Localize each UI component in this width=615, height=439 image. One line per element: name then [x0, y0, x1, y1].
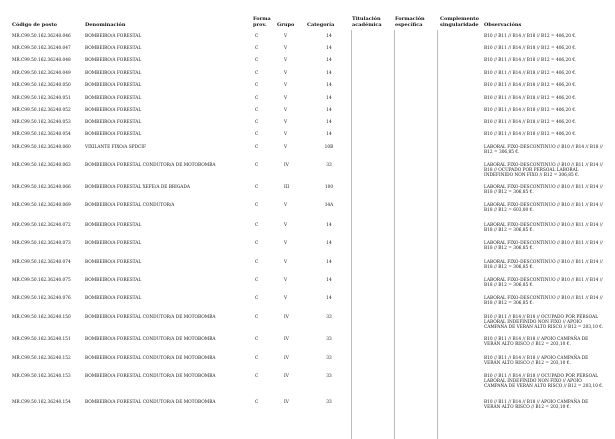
- header-denominacion: Denominación: [85, 22, 126, 28]
- cell-categoria: 33: [326, 337, 332, 342]
- header-observaciones: Observacións: [484, 22, 522, 28]
- cell-denominacion: BOMBEIRO/A FORESTAL: [85, 223, 142, 228]
- cell-denominacion: BOMBEIRO/A FORESTAL XEFE/A DE BRIGADA: [85, 185, 190, 190]
- cell-denominacion: BOMBEIRO/A FORESTAL CONDUTOR/A DE MOTOBOMBA: [85, 163, 216, 168]
- cell-codigo: MR.C99.50.162.36240.047: [12, 46, 71, 51]
- cell-categoria: 14: [326, 223, 332, 228]
- cell-denominacion: BOMBEIRO/A FORESTAL: [85, 241, 142, 246]
- cell-categoria: 14: [326, 34, 332, 39]
- cell-forma-prov: C: [255, 34, 259, 39]
- cell-denominacion: BOMBEIRO/A FORESTAL: [85, 83, 142, 88]
- cell-observaciones: B10 // B11 // B14 // B18 // B12 = 406,20 €.: [484, 108, 577, 113]
- cell-categoria: 14: [326, 241, 332, 246]
- cell-forma-prov: C: [255, 241, 259, 246]
- cell-denominacion: BOMBEIRO/A FORESTAL: [85, 120, 142, 125]
- cell-denominacion: BOMBEIRO/A FORESTAL: [85, 296, 142, 301]
- cell-codigo: MR.C99.50.162.36240.153: [12, 374, 71, 379]
- cell-codigo: MR.C99.50.162.36240.074: [12, 260, 71, 265]
- column-divider: [394, 30, 395, 439]
- cell-grupo: V: [284, 132, 288, 137]
- column-divider: [351, 30, 352, 439]
- cell-denominacion: BOMBEIRO/A FORESTAL: [85, 46, 142, 51]
- cell-grupo: V: [284, 223, 288, 228]
- cell-observaciones: B10 // B11 // B14 // B18 // B12 = 406,20 €.: [484, 83, 577, 88]
- cell-categoria: 100: [324, 185, 334, 190]
- cell-categoria: 14: [326, 132, 332, 137]
- cell-forma-prov: C: [255, 132, 259, 137]
- header-formacion: Formación específica: [395, 16, 425, 28]
- cell-categoria: 33: [326, 374, 332, 379]
- cell-forma-prov: C: [255, 223, 259, 228]
- cell-denominacion: BOMBEIRO/A FORESTAL CONDUTOR/A DE MOTOBOMBA: [85, 374, 216, 379]
- cell-categoria: 14A: [324, 203, 334, 208]
- cell-observaciones: B10 // B11 // B14 // B18 // B12 = 406,20 €.: [484, 120, 577, 125]
- cell-categoria: 14: [326, 120, 332, 125]
- cell-codigo: MR.C99.50.162.36240.069: [12, 203, 71, 208]
- cell-denominacion: BOMBEIRO/A FORESTAL: [85, 34, 142, 39]
- cell-grupo: III: [284, 185, 290, 190]
- cell-forma-prov: C: [255, 203, 259, 208]
- cell-observaciones: B10 // B11 // B14 // B18 // APOIO CAMPAÑA DE VERÁN ALTO RISCO // B12 = 203,10 €.: [484, 337, 589, 348]
- cell-grupo: IV: [284, 315, 289, 320]
- cell-observaciones: B10 // B11 // B14 // B18 // APOIO CAMPAÑA DE VERÁN ALTO RISCO // B12 = 203,10 €.: [484, 400, 589, 411]
- cell-codigo: MR.C99.50.162.36240.051: [12, 96, 71, 101]
- cell-codigo: MR.C99.50.162.36240.053: [12, 120, 71, 125]
- cell-denominacion: BOMBEIRO/A FORESTAL CONDUTOR/A DE MOTOBOMBA: [85, 356, 216, 361]
- cell-observaciones: LABORAL FIXO-DESCONTINUO // B10 // B11 // B14 // B18 // B12 = 306,85 €.: [484, 278, 603, 289]
- cell-forma-prov: C: [255, 185, 259, 190]
- cell-codigo: MR.C99.50.162.36240.048: [12, 58, 71, 63]
- cell-forma-prov: C: [255, 58, 259, 63]
- cell-codigo: MR.C99.50.162.36240.049: [12, 71, 71, 76]
- cell-denominacion: BOMBEIRO/A FORESTAL CONDUTOR/A DE MOTOBOMBA: [85, 337, 216, 342]
- cell-codigo: MR.C99.50.162.36240.054: [12, 132, 71, 137]
- cell-categoria: 14: [326, 278, 332, 283]
- cell-codigo: MR.C99.50.162.36240.152: [12, 356, 71, 361]
- cell-forma-prov: C: [255, 296, 259, 301]
- cell-categoria: 14: [326, 108, 332, 113]
- table-header: [0, 0, 615, 30]
- cell-categoria: 33: [326, 315, 332, 320]
- cell-grupo: V: [284, 34, 288, 39]
- cell-codigo: MR.C99.50.162.36240.050: [12, 83, 71, 88]
- cell-codigo: MR.C99.50.162.36240.046: [12, 34, 71, 39]
- cell-codigo: MR.C99.50.162.36240.066: [12, 185, 71, 190]
- cell-grupo: V: [284, 241, 288, 246]
- cell-categoria: 10B: [324, 145, 334, 150]
- cell-categoria: 14: [326, 96, 332, 101]
- cell-forma-prov: C: [255, 400, 259, 405]
- cell-codigo: MR.C99.50.162.36240.052: [12, 108, 71, 113]
- cell-forma-prov: C: [255, 356, 259, 361]
- cell-forma-prov: C: [255, 145, 259, 150]
- cell-forma-prov: C: [255, 260, 259, 265]
- cell-grupo: V: [284, 83, 288, 88]
- cell-categoria: 14: [326, 296, 332, 301]
- header-codigo: Código de posto: [12, 22, 57, 28]
- cell-categoria: 14: [326, 46, 332, 51]
- cell-grupo: V: [284, 278, 288, 283]
- cell-denominacion: BOMBEIRO/A FORESTAL: [85, 260, 142, 265]
- column-divider: [437, 30, 438, 439]
- cell-denominacion: BOMBEIRO/A FORESTAL CONDUTOR/A: [85, 203, 175, 208]
- cell-categoria: 14: [326, 83, 332, 88]
- cell-grupo: V: [284, 71, 288, 76]
- cell-observaciones: B10 // B11 // B14 // B18 // B12 = 406,20 €.: [484, 34, 577, 39]
- cell-observaciones: LABORAL FIXO-DESCONTINUO // B10 // B14 // B18 // B12 = 306,85 €.: [484, 145, 603, 156]
- cell-codigo: MR.C99.50.162.36240.076: [12, 296, 71, 301]
- cell-denominacion: VIXILANTE FIXO/A SPDCIF: [85, 145, 146, 150]
- cell-denominacion: BOMBEIRO/A FORESTAL CONDUTOR/A DE MOTOBOMBA: [85, 315, 216, 320]
- cell-grupo: V: [284, 120, 288, 125]
- cell-categoria: 33: [326, 400, 332, 405]
- cell-denominacion: BOMBEIRO/A FORESTAL: [85, 108, 142, 113]
- cell-grupo: V: [284, 296, 288, 301]
- cell-forma-prov: C: [255, 46, 259, 51]
- header-complemento: Complemento singularidade: [440, 16, 479, 28]
- cell-grupo: V: [284, 58, 288, 63]
- cell-forma-prov: C: [255, 163, 259, 168]
- cell-observaciones: B10 // B11 // B14 // B18 // B12 = 406,20 €.: [484, 71, 577, 76]
- cell-codigo: MR.C99.50.162.36240.072: [12, 223, 71, 228]
- cell-denominacion: BOMBEIRO/A FORESTAL: [85, 71, 142, 76]
- cell-forma-prov: C: [255, 108, 259, 113]
- cell-denominacion: BOMBEIRO/A FORESTAL: [85, 96, 142, 101]
- cell-grupo: V: [284, 145, 288, 150]
- cell-grupo: V: [284, 46, 288, 51]
- cell-grupo: IV: [284, 337, 289, 342]
- cell-observaciones: B10 // B11 // B14 // B18 // OCUPADO POR PERSOAL LABORAL INDEFINIDO NON FIXO // APOIO CAMPAÑA DE VERÁN ALTO RISCO // B12 = 203,10 €.: [484, 374, 604, 390]
- cell-categoria: 14: [326, 260, 332, 265]
- cell-codigo: MR.C99.50.162.36240.075: [12, 278, 71, 283]
- header-titulacion: Titulación académica: [352, 16, 382, 28]
- cell-codigo: MR.C99.50.162.36240.063: [12, 163, 71, 168]
- cell-codigo: MR.C99.50.162.36240.150: [12, 315, 71, 320]
- cell-categoria: 33: [326, 163, 332, 168]
- cell-observaciones: LABORAL FIXO-DESCONTINUO // B10 // B11 // B14 // B18 // B12 = 306,85 €.: [484, 241, 603, 252]
- header-forma-prov: Forma prov.: [253, 16, 271, 28]
- cell-grupo: V: [284, 108, 288, 113]
- cell-categoria: 33: [326, 356, 332, 361]
- cell-forma-prov: C: [255, 96, 259, 101]
- cell-codigo: MR.C99.50.162.36240.060: [12, 145, 71, 150]
- cell-forma-prov: C: [255, 278, 259, 283]
- cell-grupo: V: [284, 96, 288, 101]
- cell-categoria: 14: [326, 71, 332, 76]
- cell-observaciones: B10 // B11 // B14 // B18 // B12 = 406,20 €.: [484, 96, 577, 101]
- cell-grupo: IV: [284, 400, 289, 405]
- cell-forma-prov: C: [255, 315, 259, 320]
- cell-observaciones: B10 // B11 // B14 // B18 // OCUPADO POR PERSOAL LABORAL INDEFINIDO NON FIXO // APOIO CAMPAÑA DE VERÁN ALTO RISCO // B12 = 203,10 €.: [484, 315, 604, 331]
- cell-grupo: IV: [284, 374, 289, 379]
- cell-denominacion: BOMBEIRO/A FORESTAL: [85, 58, 142, 63]
- cell-observaciones: LABORAL FIXO-DESCONTINUO // B10 // B11 // B14 // B18 // OCUPADO POR PERSOAL LABORAL INDEFINIDO NON FIXO // B12 = 306,85 €.: [484, 163, 603, 179]
- cell-observaciones: LABORAL FIXO-DESCONTINUO // B10 // B11 // B14 // B18 // B12 = 306,85 €.: [484, 260, 603, 271]
- header-categoria: Categoría: [307, 22, 335, 28]
- cell-grupo: IV: [284, 163, 289, 168]
- cell-observaciones: B10 // B11 // B14 // B18 // B12 = 406,20 €.: [484, 46, 577, 51]
- cell-forma-prov: C: [255, 120, 259, 125]
- cell-grupo: V: [284, 203, 288, 208]
- header-grupo: Grupo: [277, 22, 295, 28]
- cell-denominacion: BOMBEIRO/A FORESTAL CONDUTOR/A DE MOTOBOMBA: [85, 400, 216, 405]
- cell-grupo: IV: [284, 356, 289, 361]
- cell-observaciones: LABORAL FIXO-DESCONTINUO // B10 // B11 // B14 // B18 // B12 = 603,00 €.: [484, 203, 603, 214]
- cell-observaciones: B10 // B11 // B14 // B18 // B12 = 406,20 €.: [484, 132, 577, 137]
- cell-forma-prov: C: [255, 337, 259, 342]
- cell-codigo: MR.C99.50.162.36240.073: [12, 241, 71, 246]
- cell-observaciones: LABORAL FIXO-DESCONTINUO // B10 // B11 // B14 // B18 // B12 = 306,85 €.: [484, 185, 603, 196]
- cell-forma-prov: C: [255, 71, 259, 76]
- cell-denominacion: BOMBEIRO/A FORESTAL: [85, 278, 142, 283]
- cell-observaciones: LABORAL FIXO-DESCONTINUO // B10 // B11 // B14 // B18 // B12 = 306,85 €.: [484, 223, 603, 234]
- cell-observaciones: B10 // B11 // B14 // B18 // B12 = 406,20 €.: [484, 58, 577, 63]
- cell-codigo: MR.C99.50.162.36240.154: [12, 400, 71, 405]
- cell-forma-prov: C: [255, 83, 259, 88]
- cell-observaciones: LABORAL FIXO-DESCONTINUO // B10 // B11 // B14 // B18 // B12 = 306,85 €.: [484, 296, 603, 307]
- cell-categoria: 14: [326, 58, 332, 63]
- cell-codigo: MR.C99.50.162.36240.151: [12, 337, 71, 342]
- cell-grupo: V: [284, 260, 288, 265]
- cell-denominacion: BOMBEIRO/A FORESTAL: [85, 132, 142, 137]
- cell-forma-prov: C: [255, 374, 259, 379]
- cell-observaciones: B10 // B11 // B14 // B18 // APOIO CAMPAÑA DE VERÁN ALTO RISCO // B12 = 203,10 €.: [484, 356, 589, 367]
